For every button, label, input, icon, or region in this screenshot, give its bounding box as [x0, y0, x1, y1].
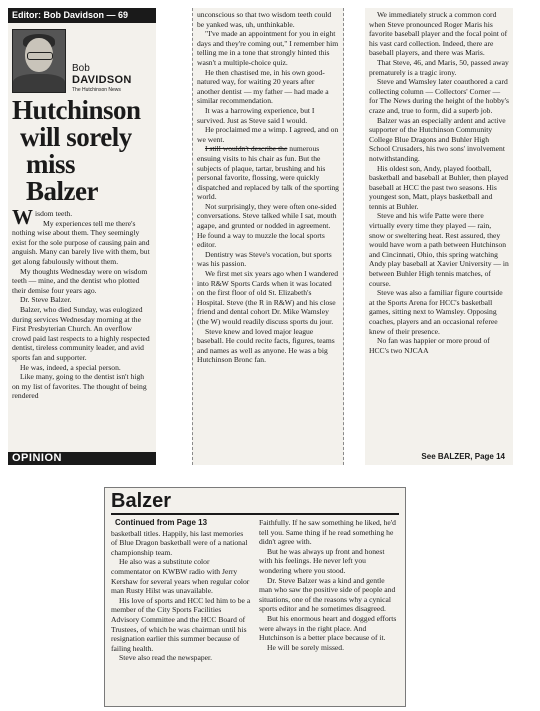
paragraph: He also was a substitute color commentator on KWBW radio with Jerry Kershaw for several years when regular color man Rusty Hilst was unavailable. [111, 557, 250, 596]
column-one-clipping [8, 8, 156, 465]
paragraph: Steve also read the newspaper. [119, 653, 212, 663]
column-three-body [369, 10, 509, 355]
byline [12, 27, 152, 93]
paragraph: It was a harrowing experience, but I survived. Just as Steve said I would. [197, 105, 315, 125]
paragraph: He then chastised me, in his own good-natured way, for waiting 20 years after another dentist — my father — had made a similar recommendation. [197, 67, 329, 106]
paragraph: He proclaimed me a wimp. I agreed, and on we went. [197, 125, 339, 144]
paragraph: That Steve, 46, and Maris, 50, passed away prematurely is a tragic irony. [369, 57, 509, 77]
paragraph: He will be sorely missed. [267, 642, 344, 652]
paragraph: Dr. Steve Balzer. [20, 295, 72, 305]
continued-left-column [111, 518, 251, 663]
struck-text: I still wouldn't describe the [205, 144, 288, 154]
column-one-body [12, 205, 152, 401]
continued-right-column [259, 518, 399, 663]
photo-shoulders [13, 74, 65, 93]
continued-from-label: Continued from Page 13 [115, 518, 208, 527]
paragraph: My experiences tell me there's nothing wise about them. They seemingly exist for the sole purpose of causing pain and anguish. Many can barely live with them, but get along fabulously without them. [12, 218, 150, 266]
paragraph: My thoughts Wednesday were on wisdom teeth — mine, and the dentist who plotted their demise four years ago. [12, 266, 148, 295]
paragraph: Steve and his wife Patte were there virtually every time they played — rain, snow or sweltering heat. Rest assured, they would have worn a path between Hutchinson and Cincinnati, Ohio, this spring watching Andy play baseball at Xavier University — in between Buhler High tennis matches, of course. [369, 211, 509, 288]
paragraph: Dentistry was Steve's vocation, but sports was his passion. [197, 249, 332, 269]
column-two-clipping [192, 8, 344, 465]
editor-bar: Editor: Bob Davidson — 69 [8, 8, 156, 23]
paragraph: He was, indeed, a special person. [20, 362, 121, 372]
paragraph: Balzer, who died Sunday, was eulogized during services Wednesday morning at the First Presbyterian Church. An overflow crowd paid last respects to a highly respected dentist, tireless community leader, and avid sports fan and supporter. [12, 304, 150, 362]
paragraph: Not surprisingly, they were often one-sided conversations. Steve talked while I sat, mouth agape, and grunted or nodded in agreement. He found a way to muzzle the local sports editor. [197, 201, 337, 250]
headline-line-3: miss Balzer [26, 149, 98, 206]
paragraph: Dr. Steve Balzer was a kind and gentle man who saw the positive side of people and situations, one of the reasons why a cynical sports editor and he sometimes disagreed. [259, 575, 396, 614]
byline-paper: The Hutchinson News [72, 87, 121, 93]
continued-clipping [104, 487, 406, 707]
paragraph-text: numerous ensuing visits to his chair as fun. But the subjects of plaque, tartar, brushing and his personal favorite, flossing, were quickly dispatched and replaced by talk of the sporting world. [197, 144, 339, 202]
paragraph: Steve and Wamsley later coauthored a card collecting column — Collectors' Corner — for The News during the height of the hobby's craze and, true to form, did a superb job. [369, 77, 509, 115]
author-photo [12, 29, 66, 93]
continued-title: Balzer [111, 490, 399, 515]
opinion-label: OPINION [8, 452, 156, 465]
headline [12, 97, 152, 205]
byline-last-name: DAVIDSON [72, 74, 132, 86]
paragraph: His oldest son, Andy, played football, basketball and baseball at Buhler, then played baseball at HCC the past two seasons. His youngest son, Matt, plays basketball and tennis at Buhler. [369, 163, 509, 211]
jump-line: See BALZER, Page 14 [421, 452, 505, 461]
byline-text [72, 63, 132, 93]
paragraph: His love of sports and HCC led him to be a member of the City Sports Facilities Advisory Committee and the HCC Board of Trustees, of which he was chairman until his resignation earlier this summer because of failing health. [111, 595, 251, 653]
headline-line-2: will sorely [20, 122, 132, 152]
paragraph: Like many, going to the dentist isn't high on my list of favorites. The thought of being rendered [12, 372, 147, 401]
paragraph: basketball titles. Happily, his last memories of Blue Dragon basketball were of a national championship team. [111, 528, 248, 557]
headline-line-1: Hutchinson [12, 95, 141, 125]
paragraph [197, 144, 339, 202]
column-three-clipping [365, 8, 513, 465]
byline-first-name: Bob [72, 63, 90, 74]
paragraph: Faithfully. If he saw something he liked, he'd tell you. Same thing if he read something he didn't agree with. [259, 518, 396, 547]
paragraph: But he was always up front and honest with his feelings. He never left you wondering where you stood. [259, 546, 385, 575]
paragraph-text: isdom teeth. [35, 209, 73, 218]
paragraph: No fan was happier or more proud of HCC's two NJCAA [369, 336, 490, 355]
paragraph: Steve knew and loved major league baseball. He could recite facts, figures, teams and names as well as anyone. He was a big Hutchinson Bronc fan. [197, 326, 335, 365]
paragraph: Steve was also a familiar figure courtside at the Sports Arena for HCC's basketball games, sitting next to Wamsley. Opposing coaches, players and an occasional referee knew of their presence. [369, 288, 503, 336]
paragraph: unconscious so that two wisdom teeth could be yanked was, uh, unthinkable. [197, 10, 332, 29]
paragraph: But his enormous heart and dogged efforts were always in the right place. And Hutchinson is a better place because of it. [259, 613, 397, 643]
drop-cap: W [12, 205, 33, 229]
paragraph: We first met six years ago when I wandered into R&W Sports Cards when it was located on the first floor of old St. Elizabeth's Hospital. Steve (the R in R&W) and his close friend and dental cohort Dr. Mike Wamsley (the W) would readily discuss sports du jour. [197, 269, 339, 326]
paragraph: "I've made an appointment for you in eight days and they're coming out," I remember him telling me in a tone that strongly hinted this wasn't a multiple-choice quiz. [197, 29, 339, 67]
photo-glasses [27, 52, 53, 60]
paragraph: We immediately struck a common cord when Steve pronounced Roger Maris his favorite baseball player and the focal point of his vast card collection. Indeed, there are baseball players, and there was Maris. [369, 10, 508, 58]
paragraph: Balzer was an especially ardent and active supporter of the Hutchinson Community College Blue Dragons and Buhler High School Crusaders, his two sons' involvement notwithstanding. [369, 115, 506, 163]
paragraph [12, 205, 152, 229]
column-two-body [197, 10, 339, 365]
continued-columns [111, 518, 399, 663]
